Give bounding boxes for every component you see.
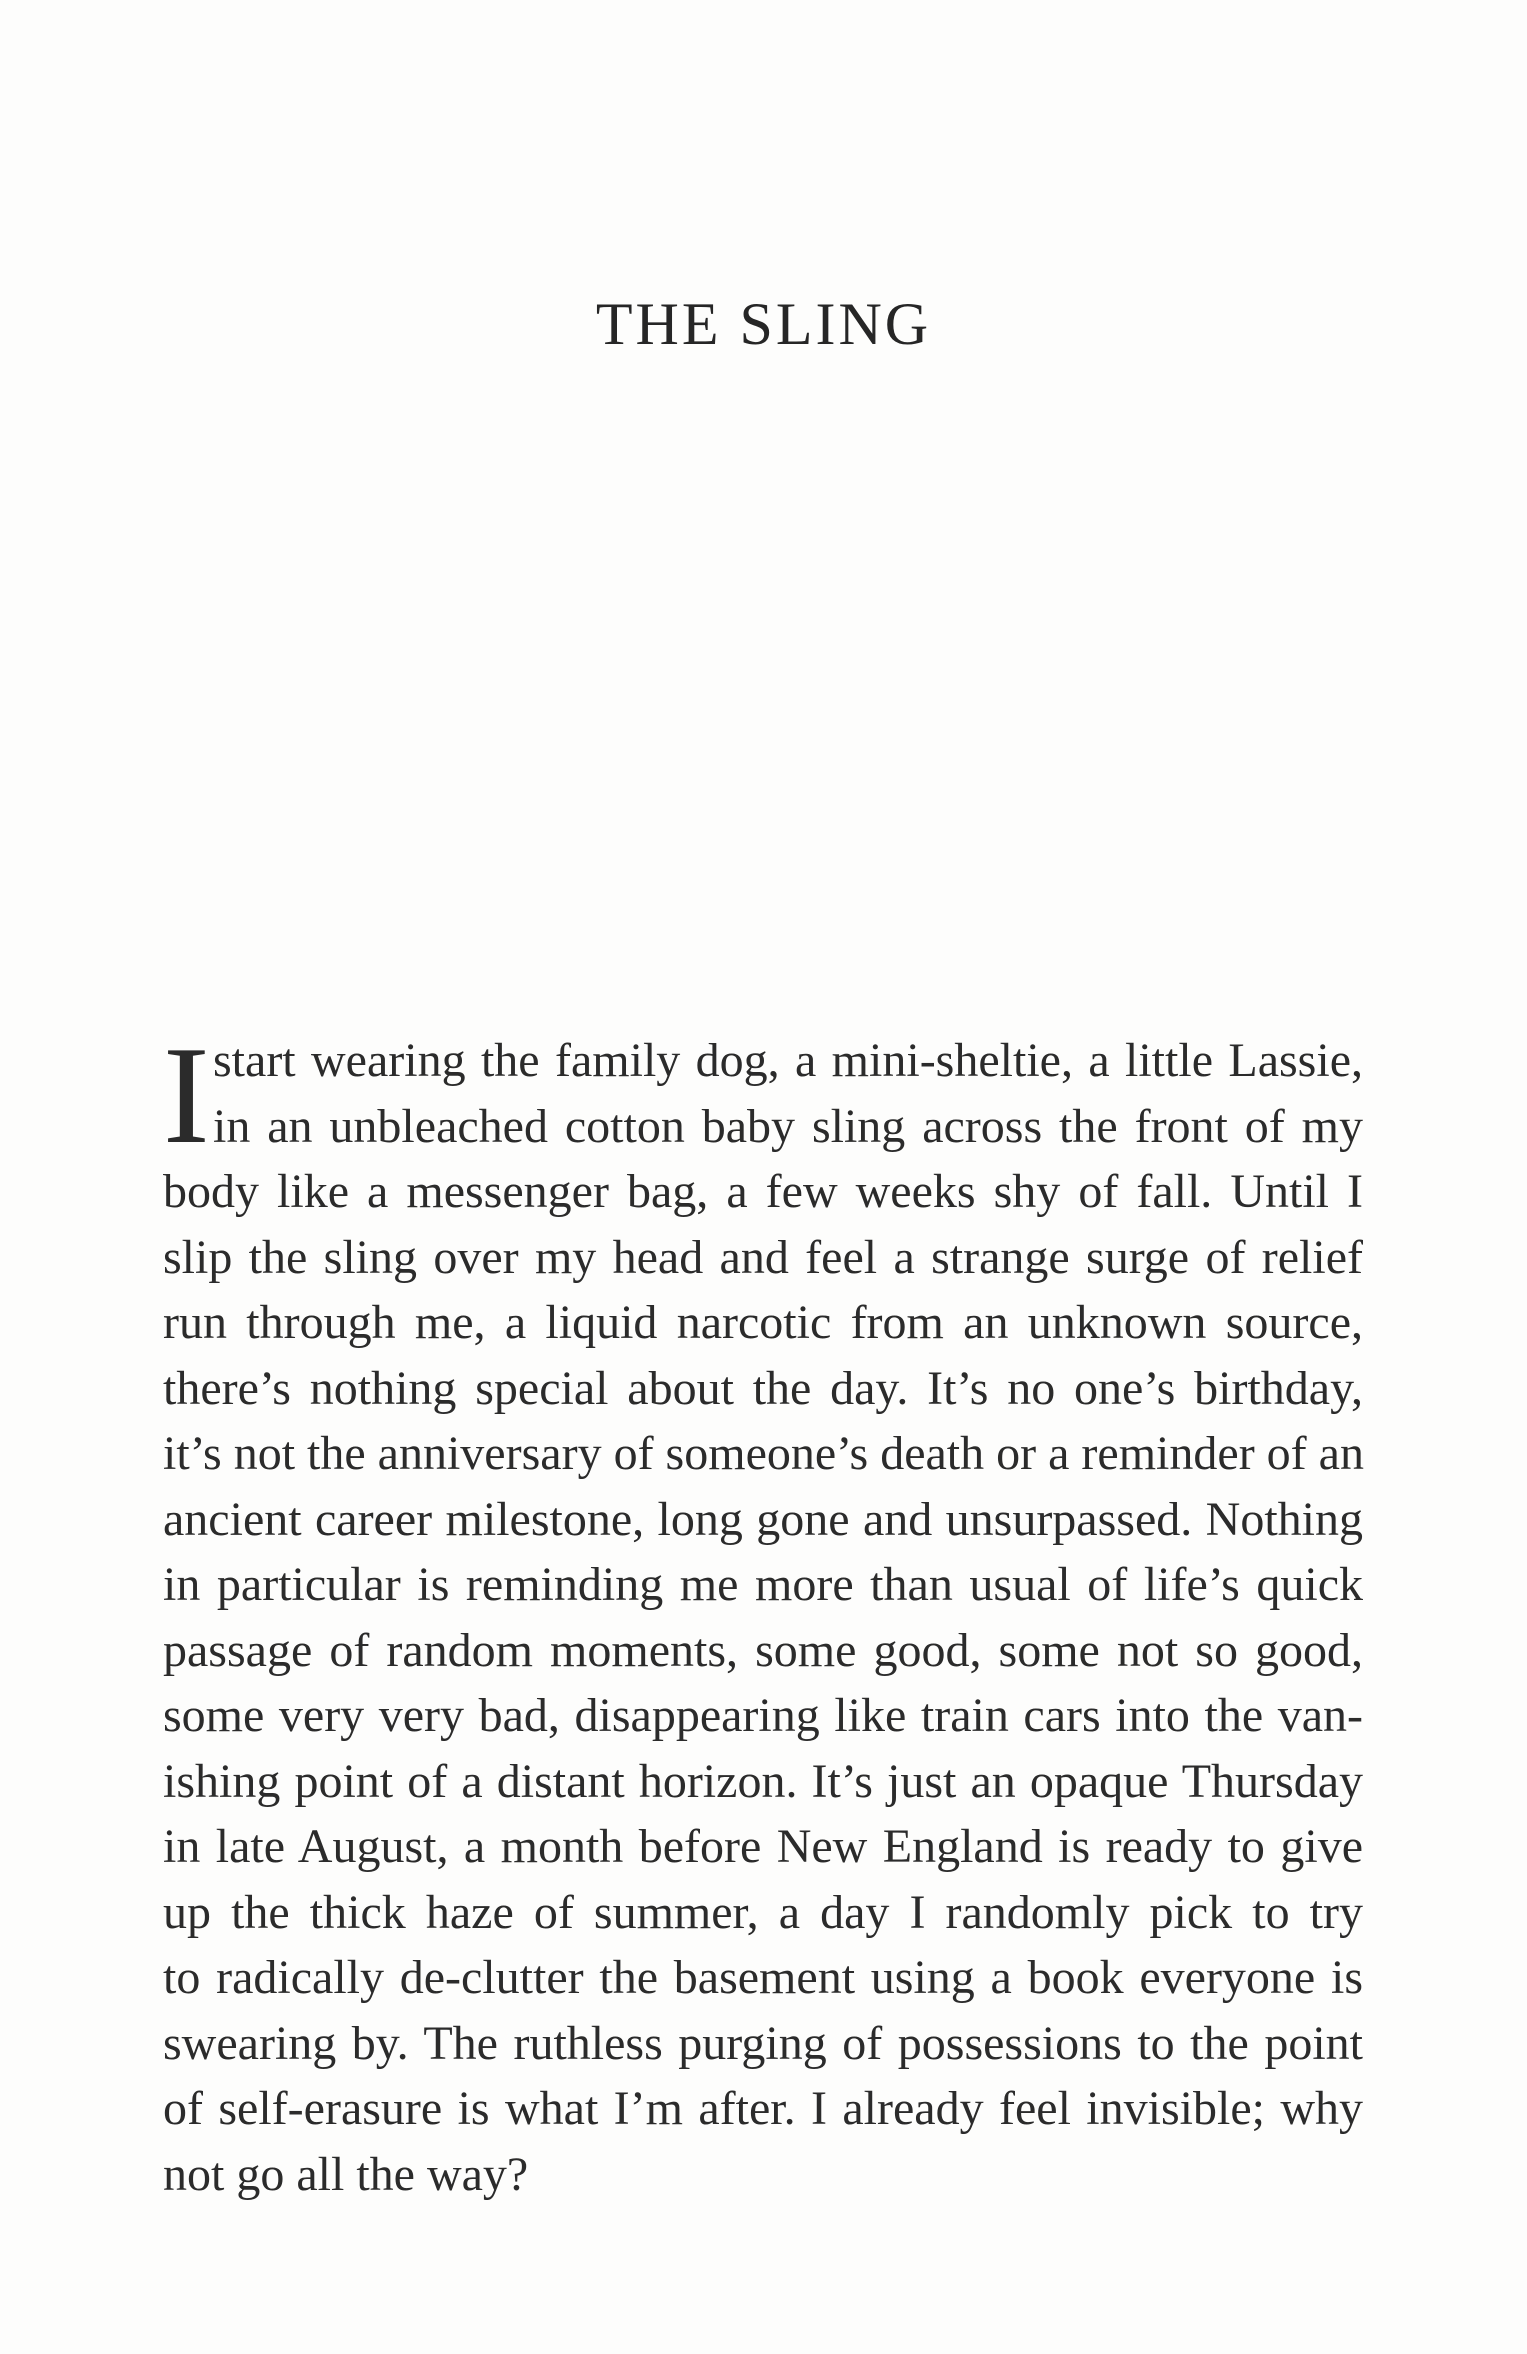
- text-line: some very very bad, disappearing like train cars into the van-: [163, 1689, 1363, 1742]
- chapter-title: THE SLING: [595, 291, 932, 357]
- text-line: to radically de-clutter the basement using a book everyone is: [163, 1951, 1363, 2004]
- text-line: of self-erasure is what I’m after. I already feel invisible; why: [163, 2082, 1363, 2135]
- text-line: ishing point of a distant horizon. It’s just an opaque Thursday: [163, 1754, 1363, 1808]
- text-line: slip the sling over my head and feel a strange surge of relief: [163, 1230, 1363, 1284]
- text-line: in an unbleached cotton baby sling across the front of my: [213, 1099, 1363, 1153]
- body-paragraph: [163, 1018, 1364, 2207]
- text-line: run through me, a liquid narcotic from an unknown source,: [163, 1296, 1363, 1349]
- text-line: passage of random moments, some good, some not so good,: [163, 1623, 1363, 1677]
- text-line: not go all the way?: [163, 2147, 529, 2201]
- text-line: swearing by. The ruthless purging of possessions to the point: [163, 2016, 1363, 2070]
- text-line: up the thick haze of summer, a day I randomly pick to try: [163, 1885, 1363, 1939]
- drop-cap: I: [163, 1018, 210, 1173]
- text-line: start wearing the family dog, a mini-sheltie, a little Lassie,: [213, 1034, 1363, 1087]
- text-line: in late August, a month before New England is ready to give: [163, 1820, 1363, 1873]
- text-line: in particular is reminding me more than usual of life’s quick: [163, 1558, 1363, 1611]
- text-line: ancient career milestone, long gone and unsurpassed. Nothing: [163, 1492, 1363, 1546]
- text-line: there’s nothing special about the day. It’s no one’s birthday,: [163, 1361, 1363, 1415]
- text-line: it’s not the anniversary of someone’s death or a reminder of an: [163, 1427, 1364, 1480]
- text-line: body like a messenger bag, a few weeks shy of fall. Until I: [163, 1165, 1363, 1218]
